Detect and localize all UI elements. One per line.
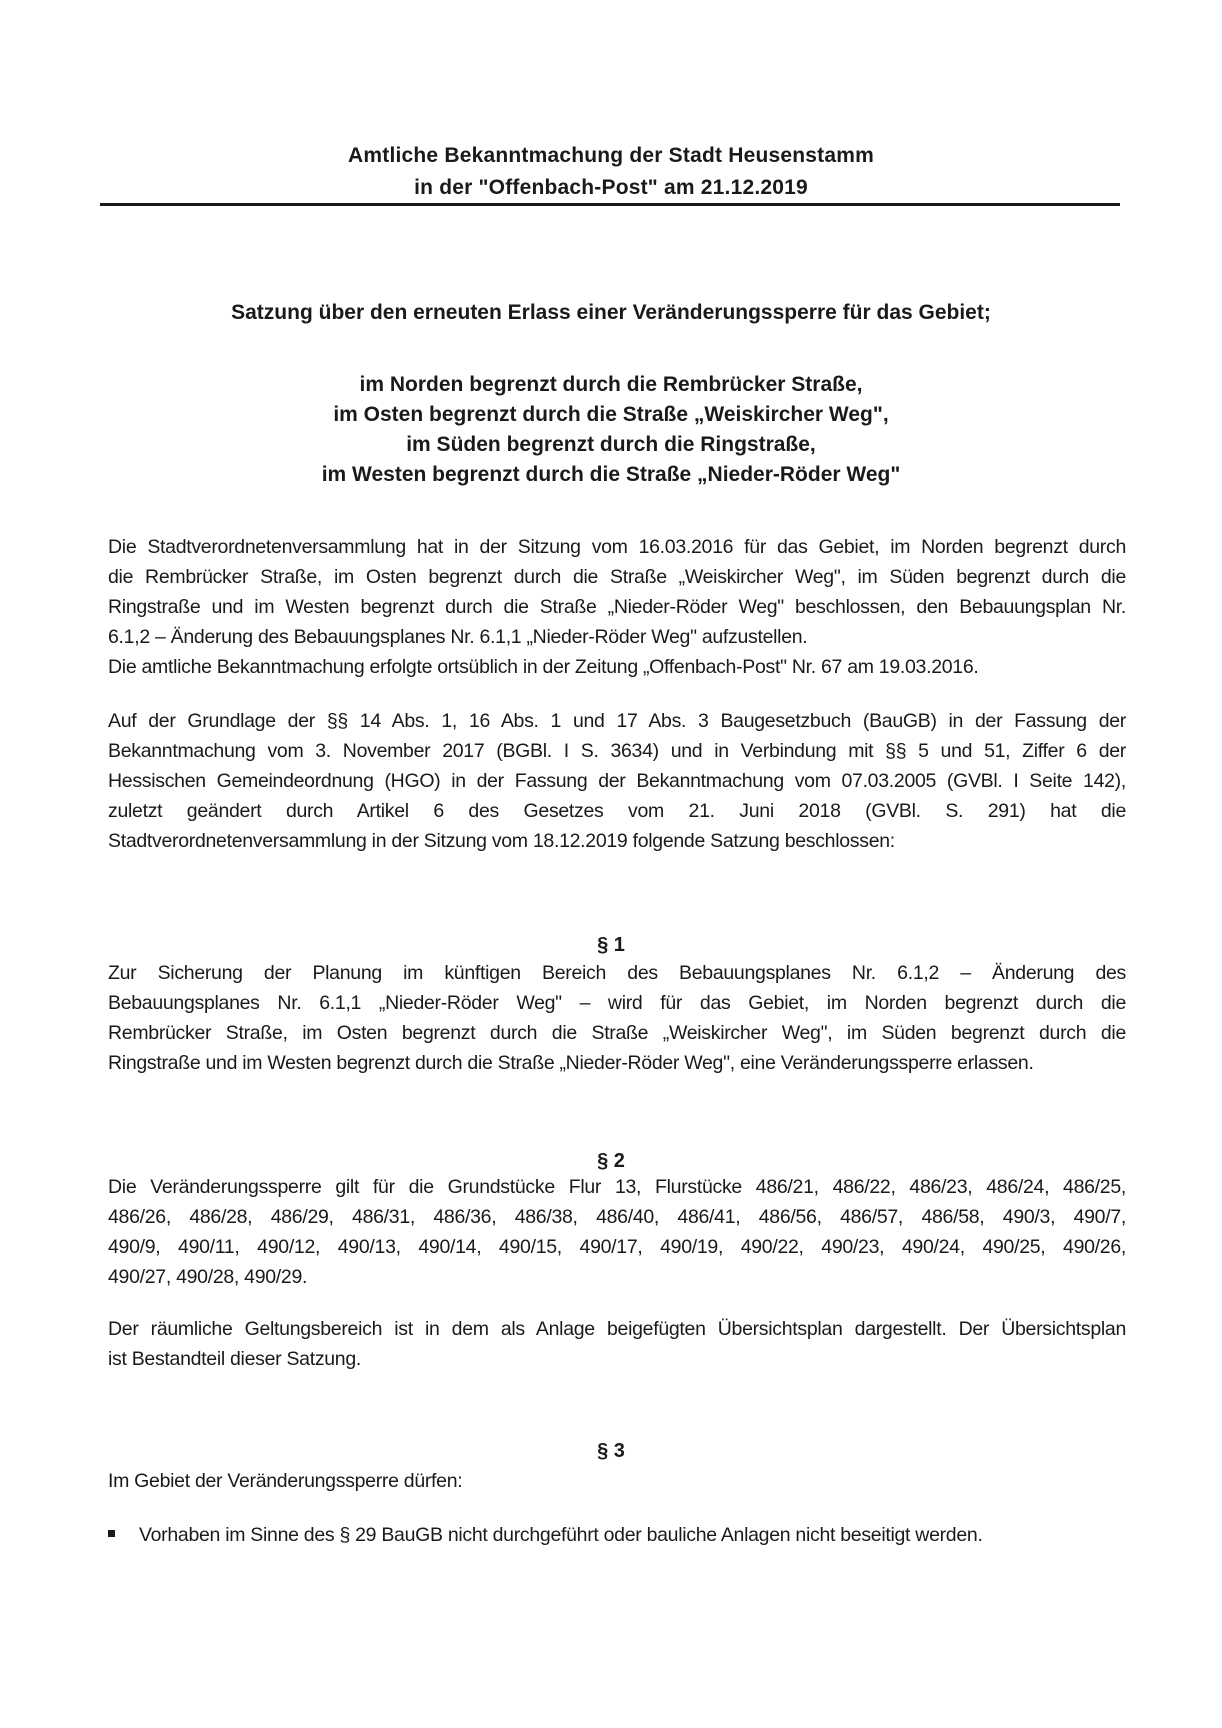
section-2-line: 490/9, 490/11, 490/12, 490/13, 490/14, 490/15, 490/17, 490/19, 490/22, 490/23, 490/24, 490/25, 490/26,: [108, 1236, 1126, 1258]
document-header: [100, 140, 1122, 204]
bullet-square-icon: [108, 1530, 115, 1537]
section-2-scope-line: ist Bestandteil dieser Satzung.: [108, 1348, 362, 1370]
legal-basis-paragraph: [108, 706, 1126, 856]
section-2-heading: § 2: [597, 1150, 625, 1172]
bullet-text: Vorhaben im Sinne des § 29 BauGB nicht durchgeführt oder bauliche Anlagen nicht beseitigt werden.: [139, 1524, 983, 1546]
intro-paragraph: [108, 532, 1126, 682]
section-2-line: Die Veränderungssperre gilt für die Grundstücke Flur 13, Flurstücke 486/21, 486/22, 486/23, 486/24, 486/25,: [108, 1176, 1126, 1198]
area-boundaries: [100, 370, 1122, 490]
intro-line: 6.1,2 – Änderung des Bebauungsplanes Nr. 6.1,1 „Nieder-Röder Weg" aufzustellen.: [108, 626, 808, 648]
intro-line: Die amtliche Bekanntmachung erfolgte ortsüblich in der Zeitung „Offenbach-Post" Nr. 67 am 19.03.2016.: [108, 656, 979, 678]
section-2-line: 490/27, 490/28, 490/29.: [108, 1266, 308, 1288]
intro-line: die Rembrücker Straße, im Osten begrenzt durch die Straße „Weiskircher Weg", im Süden begrenzt durch die: [108, 566, 1126, 588]
legal-basis-line: Stadtverordnetenversammlung in der Sitzung vom 18.12.2019 folgende Satzung beschlossen:: [108, 830, 895, 852]
header-rule: [100, 203, 1120, 206]
boundary-north: im Norden begrenzt durch die Rembrücker Straße,: [359, 373, 863, 396]
section-2-scope-line: Der räumliche Geltungsbereich ist in dem als Anlage beigefügten Übersichtsplan dargestellt. Der Übersichtsplan: [108, 1318, 1126, 1340]
boundary-south: im Süden begrenzt durch die Ringstraße,: [406, 433, 816, 456]
statute-title: Satzung über den erneuten Erlass einer Veränderungssperre für das Gebiet;: [231, 301, 991, 324]
boundary-east: im Osten begrenzt durch die Straße „Weiskircher Weg",: [333, 403, 889, 426]
section-1-heading: § 1: [597, 934, 625, 956]
section-1-body: [108, 958, 1126, 1078]
section-3-heading: § 3: [597, 1440, 625, 1462]
section-3-bullet: [108, 1520, 1108, 1550]
section-3-intro-line: Im Gebiet der Veränderungssperre dürfen:: [108, 1470, 463, 1492]
header-line-2: in der "Offenbach-Post" am 21.12.2019: [414, 176, 808, 199]
section-2-scope: [108, 1314, 1126, 1374]
boundary-west: im Westen begrenzt durch die Straße „Nieder-Röder Weg": [321, 463, 901, 486]
legal-basis-line: Auf der Grundlage der §§ 14 Abs. 1, 16 Abs. 1 und 17 Abs. 3 Baugesetzbuch (BauGB) in der Fassung der: [108, 710, 1126, 732]
section-1-line: Rembrücker Straße, im Osten begrenzt durch die Straße „Weiskircher Weg", im Süden begrenzt durch die: [108, 1022, 1126, 1044]
section-2-body: [108, 1172, 1126, 1292]
section-1-line: Ringstraße und im Westen begrenzt durch die Straße „Nieder-Röder Weg", eine Veränderungssperre erlassen.: [108, 1052, 1034, 1074]
legal-basis-line: zuletzt geändert durch Artikel 6 des Gesetzes vom 21. Juni 2018 (GVBl. S. 291) hat die: [108, 800, 1126, 822]
legal-basis-line: Bekanntmachung vom 3. November 2017 (BGBl. I S. 3634) und in Verbindung mit §§ 5 und 51, Ziffer 6 der: [108, 740, 1126, 762]
intro-line: Die Stadtverordnetenversammlung hat in der Sitzung vom 16.03.2016 für das Gebiet, im Norden begrenzt durch: [108, 536, 1126, 558]
section-3-intro: [108, 1466, 1126, 1496]
section-2-line: 486/26, 486/28, 486/29, 486/31, 486/36, 486/38, 486/40, 486/41, 486/56, 486/57, 486/58, 490/3, 490/7,: [108, 1206, 1126, 1228]
section-1-line: Bebauungsplanes Nr. 6.1,1 „Nieder-Röder Weg" – wird für das Gebiet, im Norden begrenzt durch die: [108, 992, 1126, 1014]
intro-line: Ringstraße und im Westen begrenzt durch die Straße „Nieder-Röder Weg" beschlossen, den Bebauungsplan Nr.: [108, 596, 1126, 618]
legal-basis-line: Hessischen Gemeindeordnung (HGO) in der Fassung der Bekanntmachung vom 07.03.2005 (GVBl. I Seite 142),: [108, 770, 1126, 792]
header-line-1: Amtliche Bekanntmachung der Stadt Heusenstamm: [348, 144, 874, 167]
section-1-line: Zur Sicherung der Planung im künftigen Bereich des Bebauungsplanes Nr. 6.1,2 – Änderung des: [108, 962, 1126, 984]
